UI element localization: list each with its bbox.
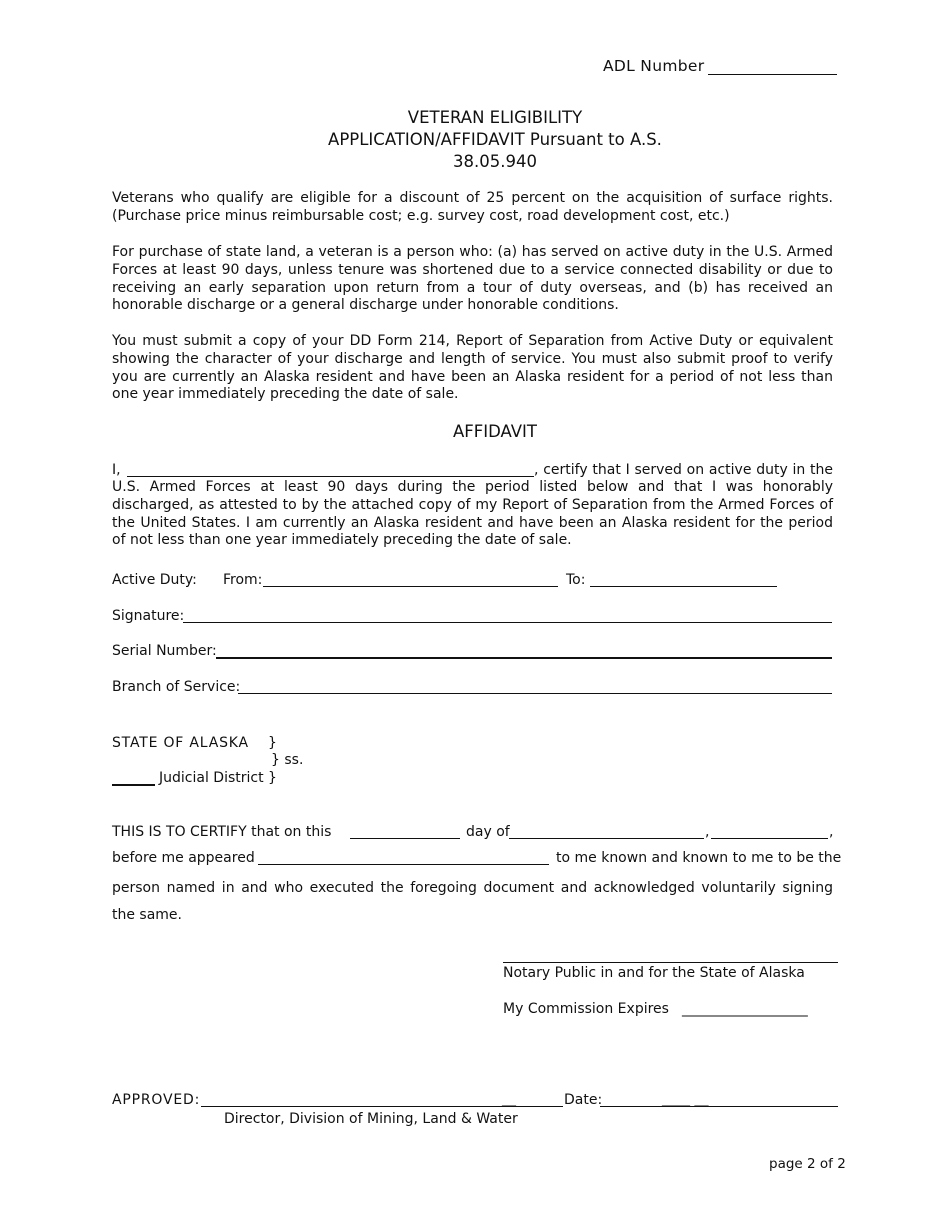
serial-number-field[interactable] [216, 657, 832, 659]
notary-public-label: Notary Public in and for the State of Alaska [503, 965, 805, 981]
form-title-line1: VETERAN ELIGIBILITY [407, 108, 583, 127]
serial-number-label: Serial Number: [112, 643, 217, 659]
commission-expires-field[interactable]: ___________________ [682, 1001, 808, 1017]
branch-of-service-field[interactable] [238, 693, 832, 694]
signature-label: Signature: [112, 608, 185, 624]
certify-comma-1: , [705, 824, 710, 840]
commission-expires-label: My Commission Expires [503, 1001, 669, 1017]
form-title-line2: APPLICATION/AFFIDAVIT Pursuant to A.S. [328, 130, 662, 149]
active-duty-label: Active Duty: [112, 572, 197, 588]
certify-year-field[interactable] [711, 838, 828, 839]
branch-of-service-label: Branch of Service: [112, 679, 241, 695]
notary-signature-field[interactable] [503, 962, 838, 963]
affidavit-i-prefix: I, [112, 462, 121, 478]
form-title-line3: 38.05.940 [453, 152, 537, 171]
approved-blank-marks: __ [502, 1091, 516, 1107]
known-to-me-text: to me known and known to me to be the [556, 850, 842, 866]
day-of-label: day of [466, 824, 510, 840]
before-me-label: before me appeared [112, 850, 255, 866]
director-title: Director, Division of Mining, Land & Water [224, 1111, 518, 1127]
certify-comma-2: , [829, 824, 834, 840]
affidavit-certify-text: , certify that I served on active duty in the [534, 462, 833, 478]
intro-paragraph-requirements: You must submit a copy of your DD Form 214, Report of Separation from Active Duty or equivalent showing the character of your discharge and length of service. You must also submit proof to verify you are currently an Alaska resident and have been an Alaska resident for a period of not less than one year immediately preceding the date of sale. [112, 333, 833, 403]
affidavit-heading: AFFIDAVIT [452, 422, 537, 441]
approval-date-label: Date: [564, 1092, 603, 1108]
to-label: To: [566, 572, 586, 588]
judicial-district-number-field[interactable] [112, 784, 155, 786]
from-label: From: [223, 572, 263, 588]
signature-field[interactable] [183, 622, 832, 623]
certify-body: person named in and who executed the foregoing document and acknowledged voluntarily signing the same. [112, 880, 833, 923]
certify-day-field[interactable] [350, 838, 460, 839]
from-date-field[interactable] [263, 586, 558, 587]
appeared-name-field[interactable] [258, 864, 549, 865]
judicial-district-label: Judicial District } [159, 770, 277, 786]
affidavit-body: U.S. Armed Forces at least 90 days during the period listed below and that I was honorably discharged, as attested to by the attached copy of my Report of Separation from the Armed Forces of the United States. I am currently an Alaska resident and have been an Alaska resident for the period of not less than one year immediately preceding the date of sale. [112, 479, 833, 549]
certify-month-field[interactable] [509, 838, 704, 839]
adl-number-field[interactable] [708, 74, 837, 75]
approval-date-blank-marks: ____ __ [662, 1091, 709, 1107]
intro-paragraph-discount: Veterans who qualify are eligible for a discount of 25 percent on the acquisition of surface rights. (Purchase price minus reimbursable cost; e.g. survey cost, road development cost, etc.) [112, 190, 833, 224]
certify-intro-label: THIS IS TO CERTIFY that on this [112, 824, 332, 840]
state-of-alaska-label: STATE OF ALASKA [112, 735, 249, 751]
to-date-field[interactable] [590, 586, 777, 587]
venue-ss-label: } ss. [271, 752, 304, 768]
affiant-name-field[interactable] [127, 476, 534, 477]
adl-number-label: ADL Number [603, 57, 705, 75]
intro-paragraph-definition: For purchase of state land, a veteran is a person who: (a) has served on active duty in the U.S. Armed Forces at least 90 days, unless tenure was shortened due to a service connected disability or due to receiving an early separation upon return from a tour of duty overseas, and (b) has received an honorable discharge or a general discharge under honorable conditions. [112, 244, 833, 314]
page-number: page 2 of 2 [769, 1156, 846, 1172]
approved-label: APPROVED: [112, 1092, 201, 1108]
approval-date-field[interactable] [600, 1106, 838, 1107]
venue-brace-top: } [268, 735, 277, 751]
